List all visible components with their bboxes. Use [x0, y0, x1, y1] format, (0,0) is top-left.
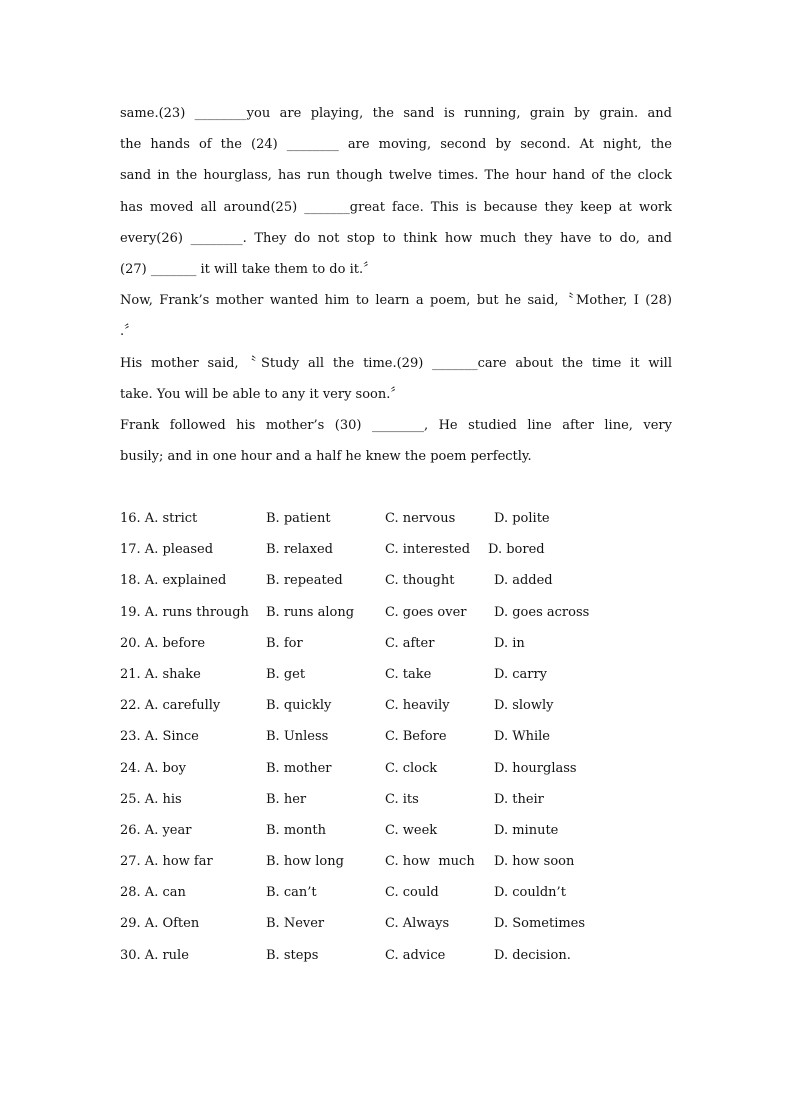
option-b: B. can’t	[266, 885, 317, 901]
option-a: 30. A. rule	[120, 947, 189, 963]
option-b: B. Unless	[266, 729, 329, 745]
option-c: C. could	[385, 885, 439, 901]
option-a: 27. A. how far	[120, 854, 213, 870]
option-c: C. take	[385, 666, 432, 682]
passage-line: Now, Frank’s mother wanted him to learn a poem, but he said,〝Mother, I (28)	[120, 293, 672, 309]
question-row	[120, 659, 680, 690]
option-d: D. hourglass	[494, 760, 577, 776]
option-b: B. relaxed	[266, 542, 333, 558]
option-c: C. clock	[385, 760, 438, 776]
option-d: D. polite	[494, 511, 550, 526]
option-a: 25. A. his	[120, 791, 182, 807]
passage-line: has moved all around(25) _______great face. This is because they keep at work	[120, 199, 672, 215]
option-c: C. goes over	[385, 604, 467, 620]
option-a: 17. A. pleased	[120, 542, 214, 558]
option-b: B. for	[266, 635, 303, 651]
option-d: D. decision.	[494, 947, 571, 963]
option-a: 23. A. Since	[120, 729, 199, 745]
option-b: B. mother	[266, 760, 332, 776]
option-c: C. thought	[385, 573, 455, 589]
passage-line: .〞	[120, 324, 138, 340]
question-row	[120, 721, 680, 752]
option-d: D. carry	[494, 666, 548, 682]
question-row	[120, 846, 680, 877]
option-c: C. advice	[385, 947, 446, 963]
option-b: B. steps	[266, 947, 319, 963]
question-row	[120, 565, 680, 596]
passage-line: take. You will be able to any it very soon.〞	[120, 386, 404, 402]
passage-line: sand in the hourglass, has run though twelve times. The hour hand of the clock	[120, 168, 672, 184]
question-row	[120, 753, 680, 784]
passage-line: busily; and in one hour and a half he knew the poem perfectly.	[120, 449, 532, 465]
option-c: C. after	[385, 635, 435, 651]
option-b: B. Never	[266, 916, 325, 932]
option-d: D. bored	[488, 542, 545, 558]
option-d: D. While	[494, 729, 550, 745]
question-row	[120, 784, 680, 815]
passage-text	[120, 98, 672, 472]
option-b: B. how long	[266, 854, 344, 870]
question-row	[120, 628, 680, 659]
option-a: 20. A. before	[120, 635, 206, 651]
option-a: 16. A. strict	[120, 511, 198, 526]
option-b: B. runs along	[266, 604, 355, 620]
passage-line: (27) _______ it will take them to do it.〞	[120, 261, 377, 277]
option-d: D. couldn’t	[494, 885, 566, 901]
question-row	[120, 815, 680, 846]
option-d: D. their	[494, 791, 544, 807]
option-d: D. goes across	[494, 604, 590, 620]
question-row	[120, 940, 680, 971]
option-a: 21. A. shake	[120, 666, 201, 682]
passage-line: the hands of the (24) ________ are moving, second by second. At night, the	[120, 137, 672, 153]
option-a: 24. A. boy	[120, 760, 186, 776]
option-c: C. nervous	[385, 511, 456, 526]
question-row	[120, 597, 680, 628]
option-c: C. Before	[385, 729, 447, 745]
option-c: C. how much	[385, 854, 475, 870]
passage-line: same.(23) ________you are playing, the sand is running, grain by grain. and	[120, 106, 672, 121]
option-c: C. interested	[385, 542, 471, 558]
option-d: D. how soon	[494, 854, 575, 870]
option-c: C. Always	[385, 916, 450, 932]
option-c: C. its	[385, 791, 419, 807]
option-d: D. slowly	[494, 698, 554, 714]
question-row	[120, 908, 680, 939]
option-b: B. patient	[266, 511, 331, 526]
question-row	[120, 877, 680, 908]
question-row	[120, 503, 680, 534]
option-a: 26. A. year	[120, 822, 192, 838]
option-b: B. get	[266, 666, 306, 682]
option-a: 29. A. Often	[120, 916, 200, 932]
question-row	[120, 534, 680, 565]
option-c: C. week	[385, 822, 438, 838]
option-b: B. repeated	[266, 573, 343, 589]
option-a: 28. A. can	[120, 885, 186, 901]
option-d: D. Sometimes	[494, 916, 586, 932]
option-b: B. her	[266, 791, 307, 807]
option-d: D. added	[494, 573, 553, 589]
option-d: D. in	[494, 635, 525, 651]
option-a: 22. A. carefully	[120, 698, 221, 714]
passage-line: His mother said,〝Study all the time.(29) _______care about the time it will	[120, 355, 672, 371]
question-row	[120, 690, 680, 721]
passage-line: every(26) ________. They do not stop to think how much they have to do, and	[120, 230, 672, 246]
option-a: 19. A. runs through	[120, 604, 249, 620]
option-d: D. minute	[494, 822, 559, 838]
option-c: C. heavily	[385, 698, 450, 714]
option-b: B. month	[266, 822, 326, 838]
option-b: B. quickly	[266, 698, 332, 714]
passage-line: Frank followed his mother’s (30) ________, He studied line after line, very	[120, 417, 672, 433]
option-a: 18. A. explained	[120, 573, 227, 589]
answer-options	[120, 503, 680, 971]
